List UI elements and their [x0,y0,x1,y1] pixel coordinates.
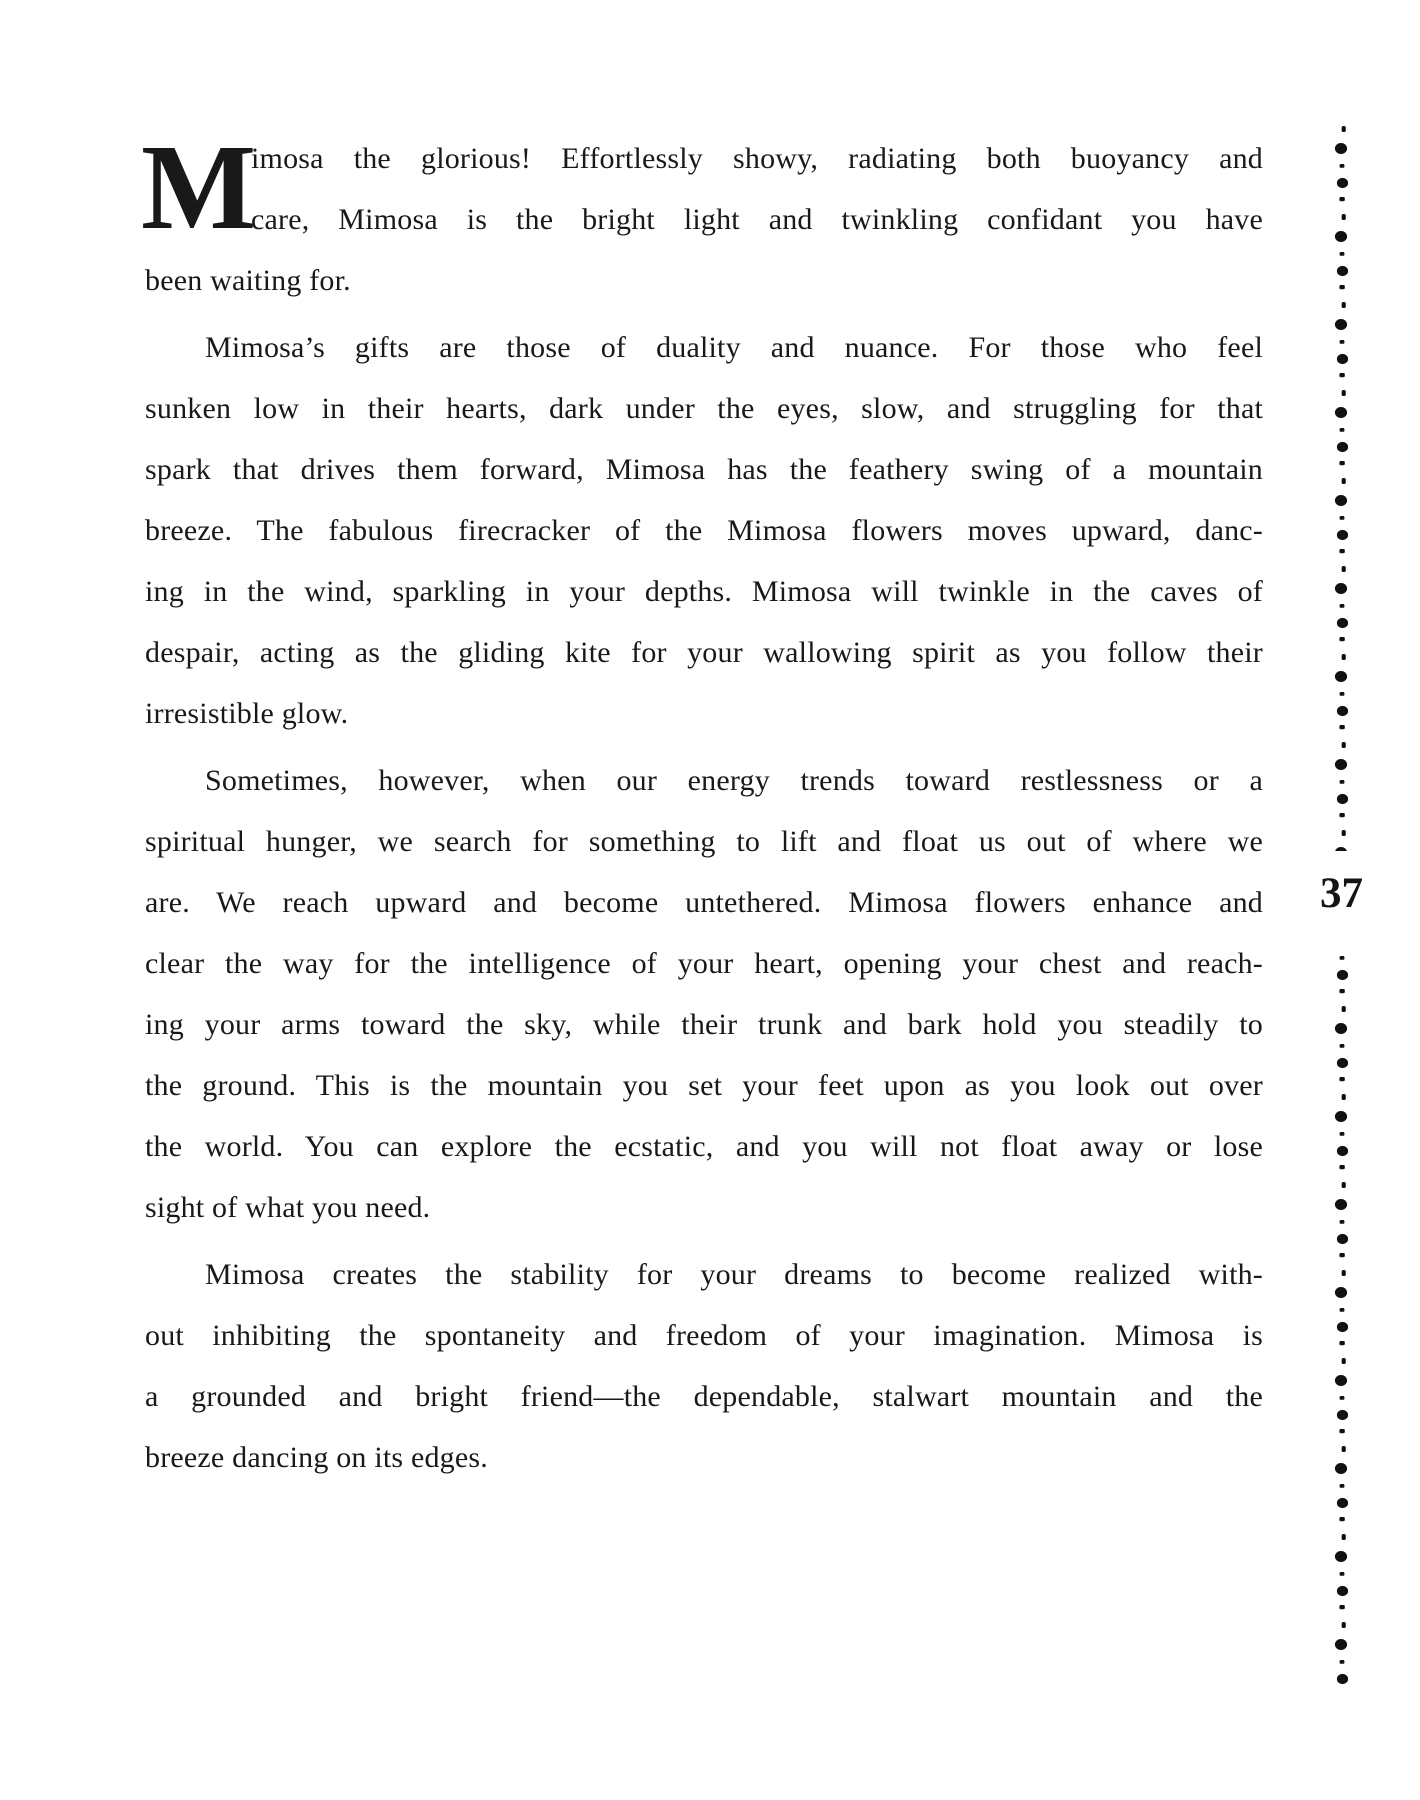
dotted-rule-segment-bottom [1326,953,1360,1690]
text-line: the world. You can explore the ecstatic, and you will not float away or lose [145,1130,1263,1163]
text-line: been waiting for. [145,264,351,297]
text-line: Mimosa creates the stability for your dreams to become realized with- [205,1258,1263,1291]
paragraph [145,750,1263,1238]
text-line: care, Mimosa is the bright light and twinkling confidant you have [251,203,1263,236]
text-line: are. We reach upward and become untethered. Mimosa flowers enhance and [145,886,1263,919]
text-line: Sometimes, however, when our energy trends toward restlessness or a [205,764,1263,797]
text-line: sunken low in their hearts, dark under the eyes, slow, and struggling for that [145,392,1263,425]
page-number: 37 [1320,870,1363,917]
text-line: sight of what you need. [145,1191,431,1224]
text-line: Mimosa’s gifts are those of duality and nuance. For those who feel [205,331,1263,364]
text-line: ing in the wind, sparkling in your depths. Mimosa will twinkle in the caves of [145,575,1263,608]
body-text [141,120,1263,1488]
text-line: spark that drives them forward, Mimosa has the feathery swing of a mountain [145,453,1263,486]
text-line: ing your arms toward the sky, while their trunk and bark hold you steadily to [145,1008,1263,1041]
text-line: a grounded and bright friend—the dependable, stalwart mountain and the [145,1380,1263,1413]
text-line: out inhibiting the spontaneity and freedom of your imagination. Mimosa is [145,1319,1263,1352]
text-line: irresistible glow. [145,697,349,730]
paragraph [145,128,1263,311]
text-line: breeze dancing on its edges. [145,1441,488,1474]
text-line: the ground. This is the mountain you set your feet upon as you look out over [145,1069,1263,1102]
dotted-rule-segment-top [1326,117,1360,851]
text-line: clear the way for the intelligence of your heart, opening your chest and reach- [145,947,1263,980]
text-line: spiritual hunger, we search for something to lift and float us out of where we [145,825,1263,858]
paragraph [145,317,1263,744]
text-line: despair, acting as the gliding kite for your wallowing spirit as you follow their [145,636,1263,669]
paragraph [145,1244,1263,1488]
text-line: imosa the glorious! Effortlessly showy, radiating both buoyancy and [251,142,1263,175]
text-line: breeze. The fabulous firecracker of the Mimosa flowers moves upward, danc- [145,514,1263,547]
drop-cap: M [141,120,257,255]
dotted-rule-icon [1326,0,1360,1800]
